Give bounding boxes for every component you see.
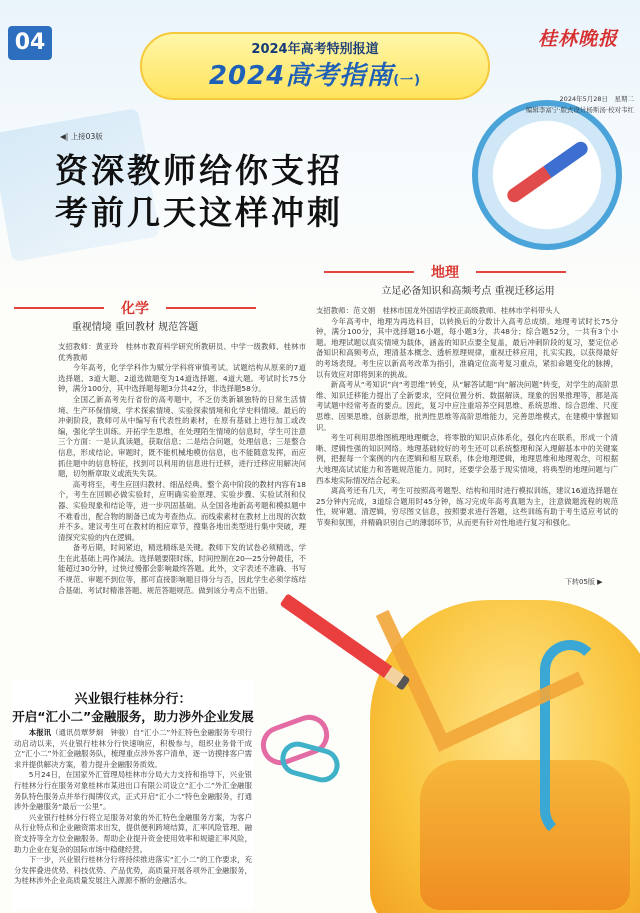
geography-article (316, 306, 618, 574)
bank-news-paragraph: 兴业银行桂林分行将立足服务对象的外汇特色金融服务方案，为客户从行业特点和企业融资需求出发，提供便利跨境结算，汇率风险管理、融资支持等全方位金融服务。帮助企业提升资金使用效率和规避汇率风险，助力企业在复杂的国际市场中稳健经营。 (14, 812, 252, 854)
geography-paragraph: 离高考还有几天，考生可按照高考题型、结构和用时进行模拟训练，建议16道选择题在25分钟内完成，3道综合题用时45分钟，练习完成年高考真题为主，注意做题流程的规范性，规审题、清逻辑，穷尽图文信息，按照要求进行答题，这些训练有助于考生适应考试的节奏和氛围，并精确识别自己的薄弱环节，从而更有针对性地进行复习和强化。 (316, 486, 618, 527)
bank-news-dateline: 本报讯 (28, 728, 52, 737)
geography-section-title: 地理 (420, 262, 470, 282)
headline-line-2: 考前几天这样冲刺 (55, 193, 343, 232)
continued-from-text: 上接03版 (70, 132, 103, 141)
guide-title-text: 2024高考指南 (208, 61, 394, 91)
chemistry-paragraph: 高考将至，考生应回归教材、细品经典。整个高中阶段的教材内容有18个，考生在回顾必做实验时，应明确实验原理、实验步骤、实验试剂和仪器、实验现象和结论等，进一步巩固基础。从全国各地新高考题和模拟题中不难看出，配合物的制备已成为考查热点。而线索素材在教材上出现的次数并不多。建议考生可在教材的相应章节，搜集各地出类型进行集中突破，理清探究实验的内在逻辑。 (58, 479, 306, 542)
bank-news-credit: （通讯员覃梦炯 钟骏） (51, 728, 133, 737)
editor-credits: 编辑李富宁·版式设计杨斯汤·校对韦红 (525, 106, 634, 114)
special-report-label: 2024年高考特别报道 (251, 42, 379, 57)
guide-title-suffix: (一) (393, 73, 422, 88)
geography-paragraph: 今年高考中，地理为再选科目，以转换后的分数计入高考总成绩。地理考试时长75分钟，满分100分，其中选择题16小题，每小题3分，共48分；综合题52分，一共有3个小题。地理试题以真实情境为载体，涵盖的知识点要全复盖，最后冲刺阶段的复习，要定位必备知识和高频考点，理清基本概念、透析原理规律，重视迁移应用，扎实实践，以获得最好的考场表现。考生应以新高考改革为指引，准确定位高考复习重点，紧扣命题变化的脉搏，以有效应对即将到来的挑战。 (316, 316, 618, 379)
bank-news-paragraph-text: 自“汇小二”外汇特色金融服务专项行动启动以来，兴业银行桂林分行快速响应，积极参与，组织业务骨干成立“汇小二”外汇金融服务队，梳理重点涉外客户清单，逐一访摸排客户需求并提供解决方案，着力提升金融服务质效。 (14, 728, 252, 769)
bank-news-article (14, 728, 252, 910)
continued-from-label (60, 131, 103, 142)
geography-paragraph: 新高考从“考知识”向“考思维”转变，从“解答试题”向“解决问题”转变，对学生的高阶思维、知识迁移能力提出了全新要求，空间位置分析、数据解读、现象的因果推理等，都是高考试题中经常考查的要点。因此，复习中应注重培养空间思维、系统思维、综合思维、尺度思维、因果思维、创新思维，批判性思维等高阶思维能力，完善思维模式，在建模中掌握知识。 (316, 380, 618, 432)
main-headline (55, 150, 343, 234)
bank-news-paragraph: 5月24日，在国家外汇管理局桂林市分局大力支持和指导下，兴业银行桂林分行在服务对象桂林市某进出口有限公司设立“汇小二”外汇金融服务队特色服务点并举行揭牌仪式，正式开启“汇小二”特色金融服务，打通涉外金融服务“最后一公里”。 (14, 770, 252, 812)
issue-date: 2024年5月28日 星期二 (559, 95, 634, 103)
headline-line-1: 资深教师给你支招 (55, 151, 343, 190)
chemistry-paragraph: 全国乙新高考先行省份的高考题中，不乏仿类新颖独特的日常生活情境、生产环保情境、学术探索情境、实验探索情境和化学史料情境。最后的冲刺阶段，教师可从中编写有代表性的素材，在原有基础上进行加工或改编，强化学生训练。开拓学生思维，在处理陌生情境的信息时，学生可注意三个方面：一是认真读题，获取信息；二是结合问题，处理信息；三是整合信息，形成结论。审题时，既不能机械地模仿信息，也不能随意发挥，而应抓住题中的信息特征，找到可以利用的信息进行迁移，进行迁移应用解决问题，切勿断章取义或流失失误。 (58, 394, 306, 479)
geography-subtitle: 立足必备知识和高频考点 重视迁移运用 (381, 286, 555, 297)
bank-news-title-line-2: 开启“汇小二”金融服务，助力涉外企业发展 (12, 709, 254, 724)
paperclip-illustration (277, 738, 344, 786)
continued-to-label (565, 577, 603, 587)
bank-news-paragraph: 下一步，兴业银行桂林分行将持续推进落实“汇小二”的工作要求，充分发挥叠进优势、科技优势、产品优势，高质量开展各项外汇金融服务，为桂林涉外企业高质量发展注入源源不断的金融活水。 (14, 855, 252, 886)
chemistry-section-title: 化学 (110, 298, 160, 318)
speaker-icon: ◀| (60, 132, 69, 141)
newspaper-logo: 桂林晚报 (538, 28, 619, 50)
chemistry-paragraph: 今年高考，化学学科作为赋分学科将审慎考试。试题结构从原来的7道选择题、3道大题、2道选做题变为14道选择题、4道大题。考试时长75分钟，满分100分，其中选择题每题3分共42分，非选择题58分。 (58, 363, 306, 394)
bank-news-paragraph (14, 728, 252, 770)
continued-to-text: 下转05版 (565, 578, 595, 586)
arrow-right-icon: ▶ (597, 578, 603, 586)
guide-title (140, 55, 490, 92)
chemistry-subtitle: 重视情境 重回教材 规范答题 (71, 322, 199, 333)
chemistry-paragraph: 备考后期，时间紧迫，精选精练是关键。教师下发的试卷必须精选，学生在此基础上再作减法。选择题要限时练，时间控制在20—25分钟最佳，不能超过30分钟，过快过慢都会影响最终答题。此外，文字表述不准确、书写不规范、审题不到位等，都可直接影响题目得分与否，因此学生必须学练结合基础、考试时精准答题、规范答题规范。做到该分考点不出错。 (58, 543, 306, 595)
geography-paragraph: 考生可利用思维图梳理地理概念，将零散的知识点体系化，强化内在联系，形成一个清晰、逻辑性强的知识网络。地理基础较好的考生还可以系统整理和深入理解基本中的关键案例，把握每一个案例的内在逻辑和相互联系，体会地理逻辑，地理思维和地理观念，可根据大地理高试试能力和答题规范能力。同时，还要学会基于现实情境，将典型的地理问题与广西本地实际情况结合起来。 (316, 433, 618, 485)
page-number: 04 (8, 26, 52, 60)
bank-news-title-line-1: 兴业银行桂林分行： (74, 692, 192, 707)
chemistry-article (58, 342, 306, 608)
chemistry-author: 支招教师：黄亚玲 桂林市教育科学研究所教研员、中学一级教师、桂林市优秀教师 (58, 342, 306, 362)
geography-author: 支招教师：范文娟 桂林市国龙外国语学校正高级教师、桂林市学科带头人 (316, 306, 560, 315)
